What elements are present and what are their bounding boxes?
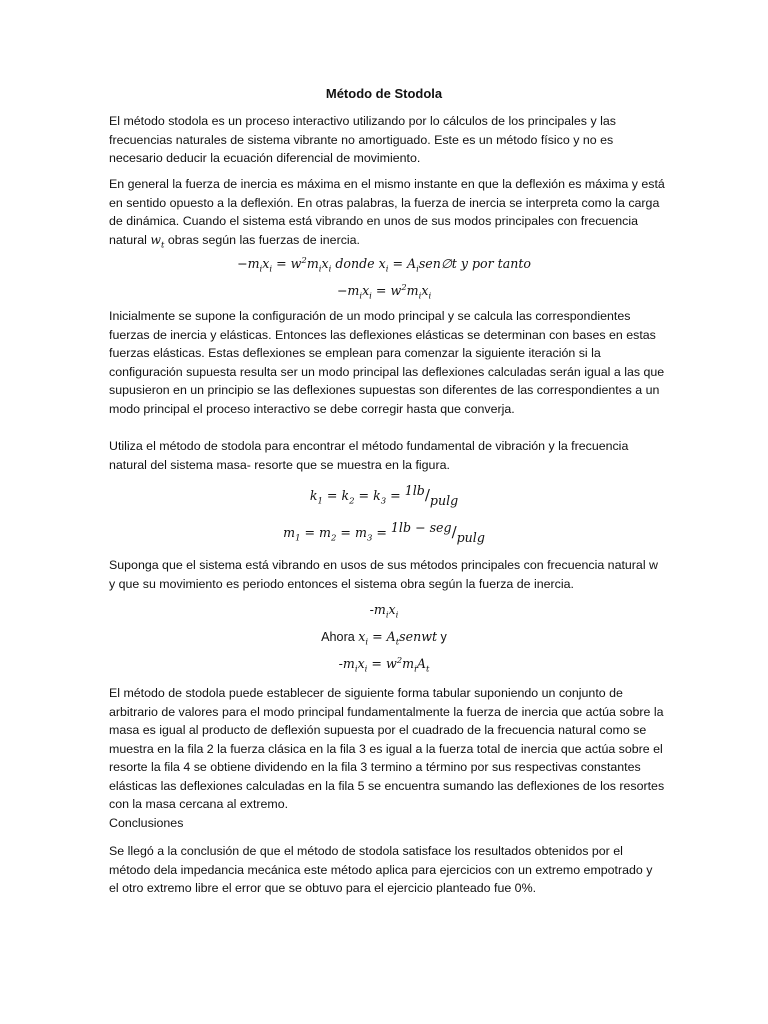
paragraph-intro: El método stodola es un proceso interactivo utilizando por lo cálculos de los principales y las frecuencias naturales de sistema vibrante no amortiguado. Este es un método físico y no es necesario deducir la ecuación diferencial de movimiento. bbox=[109, 114, 616, 165]
equation-amplitude: $-m_ix_i = w^2m_iA_t$ bbox=[338, 656, 430, 675]
paragraph-assumption: Suponga que el sistema está vibrando en usos de sus métodos principales con frecuencia natural w y que su movimiento es periodo entonces el sistema obra según la fuerza de inercia. bbox=[109, 558, 658, 591]
frequency-symbol: $w_t$ bbox=[150, 231, 165, 250]
paragraph-conclusions: Se llegó a la conclusión de que el método de stodola satisface los resultados obtenidos por el método dela impedancia mecánica este método aplica para ejercicios con un extremo empotrado y el otro extremo libre el error que se obtuvo para el ejercicio planteado fue 0%. bbox=[109, 844, 653, 895]
equation-inertia-force: $-m_ix_i = w^2m_ix_i$ donde $x_i$ = $A_isen\emptyset t$ y por tanto bbox=[237, 256, 531, 275]
equation-masses: $m_1 = m_2 = m_3 = 1lb - seg/pulg$ bbox=[283, 520, 485, 545]
paragraph-exercise: Utiliza el método de stodola para encontrar el método fundamental de vibración y la frecuencia natural del sistema masa- resorte que se muestra en la figura. bbox=[109, 439, 629, 472]
equation-displacement: Ahora $x_i$ = $A_tsenwt$ y bbox=[321, 629, 447, 648]
paragraph-inertia-text-b: obras según las fuerzas de inercia. bbox=[164, 232, 360, 247]
equation-mixi: $-m_ix_i$ bbox=[369, 602, 399, 621]
paragraph-iteration: Inicialmente se supone la configuración de un modo principal y se calcula las correspondientes fuerzas de inercia y elásticas. Entonces las deflexiones elásticas se determinan con bases en estas fuerzas elásticas. Estas deflexiones se emplean para comenzar la siguiente iteración si la configuración supuesta resulta ser un modo principal las deflexiones calculadas serán igual a las que supusieron en un principio se las deflexiones supuestas son diferentes de las correspondientes a un modo principal el proceso interactivo se debe corregir hasta que converja. bbox=[109, 309, 665, 416]
paragraph-inertia bbox=[109, 175, 665, 254]
paragraph-tabular-method: El método de stodola puede establecer de siguiente forma tabular suponiendo un conjunto de arbitrario de valores para el modo principal fundamentalmente la fuerza de inercia que actúa sobre la masa es igual al producto de deflexión supuesta por el cuadrado de la frecuencia natural como se muestra en la fila 2 la fuerza clásica en la fila 3 es igual a la fuerza total de inercia que actúa sobre el resorte la fila 4 se obtiene dividendo en la fila 3 termino a término por sus respectivas constantes elásticas las deflexiones calculadas en la fila 5 se encuentra sumando las deflexiones de los resortes con la masa cercana al extremo. bbox=[109, 686, 665, 811]
document-title: Método de Stodola bbox=[325, 86, 443, 101]
equation-spring-constants: $k_1 = k_2 = k_3 = 1lb/pulg$ bbox=[309, 483, 459, 508]
conclusions-heading: Conclusiones bbox=[109, 816, 184, 830]
paragraph-inertia-text-a: En general la fuerza de inercia es máxima en el mismo instante en que la deflexión es máxima y está en sentido opuesto a la deflexión. En otras palabras, la fuerza de inercia se interpreta como la carga de dinámica. Cuando el sistema está vibrando en unos de sus modos principales con frecuencia natural bbox=[109, 177, 665, 247]
equation-inertia-simplified: $-m_ix_i = w^2m_ix_i$ bbox=[336, 283, 432, 302]
